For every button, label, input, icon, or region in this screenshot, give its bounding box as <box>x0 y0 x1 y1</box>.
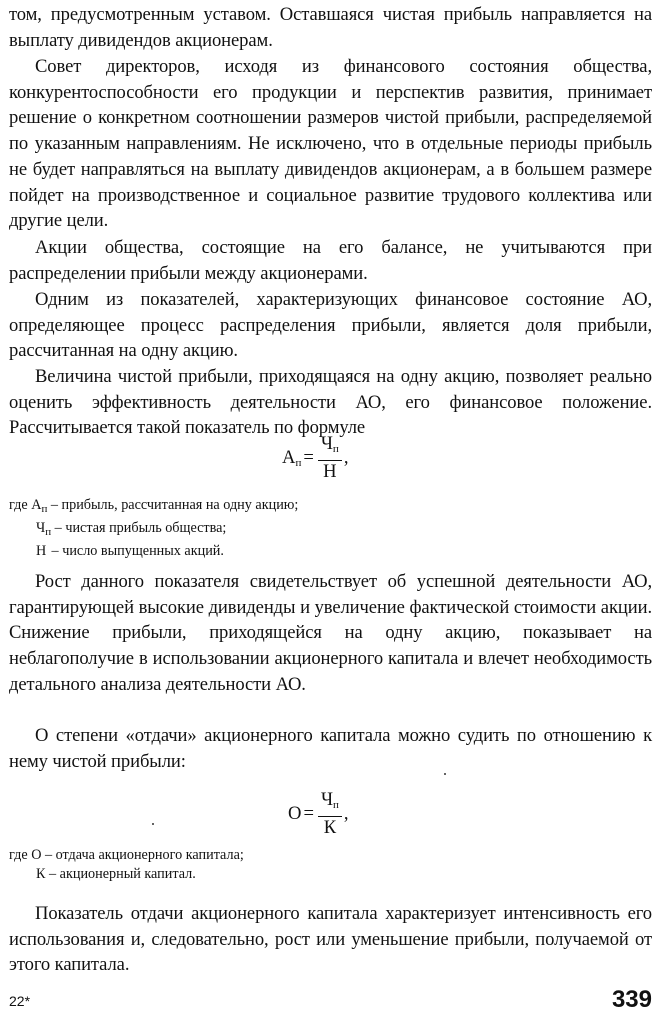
formula1-legend <box>9 496 298 561</box>
formula2-fraction <box>318 790 342 838</box>
legend1-row: Н – число выпущенных акций. <box>36 543 224 559</box>
formula2-denominator: К <box>323 817 337 838</box>
signature-mark: 22* <box>9 993 31 1009</box>
paragraph-eps-intro: Величина чистой прибыли, приходящаяся на одну акцию, позволяет реально оценить эффективность деятельности АО, его финансовое положение. Рассчитывается такой показатель по формуле <box>9 366 652 439</box>
scan-speck <box>444 773 446 775</box>
formula1-lhs: $А_п$ <box>282 447 302 469</box>
formula1-denominator: Н <box>323 461 337 482</box>
scan-speck <box>152 823 154 825</box>
formula2-eq: = <box>303 803 314 824</box>
paragraph-treasury-shares: Акции общества, состоящие на его балансе, не учитываются при распределении прибыли между акционерами. <box>9 237 652 284</box>
paragraph-indicator-intro: Одним из показателей, характеризующих финансовое состояние АО, определяющее процесс распределения прибыли, является доля прибыли, рассчитанная на одну акцию. <box>9 289 652 362</box>
formula2-legend <box>9 846 244 884</box>
legend2-row: где О – отдача акционерного капитала; <box>9 847 244 863</box>
formula1-fraction <box>318 434 342 482</box>
paragraph-continuation: том, предусмотренным уставом. Оставшаяся чистая прибыль направляется на выплату дивидендов акционерам. <box>9 4 652 51</box>
formula2-lhs: О <box>288 803 302 824</box>
legend1-row: где $А_п$ – прибыль, рассчитанная на одну акцию; <box>9 497 299 515</box>
formula2-numerator: $Ч_п$ <box>318 790 342 817</box>
page-number: 339 <box>611 986 652 1013</box>
paragraph-return-meaning: Показатель отдачи акционерного капитала характеризует интенсивность его использования и, следовательно, рост или уменьшение прибыли, получаемой от этого капитала. <box>9 903 652 976</box>
formula1-eq: = <box>303 447 314 468</box>
formula-capital-return <box>288 790 349 838</box>
paragraph-board-decision: Совет директоров, исходя из финансового состояния общества, конкурентоспособности его продукции и перспектив развития, принимает решение о конкретном соотношении размеров чистой прибыли, распределяемой по указанным направлениям. Не исключено, что в отдельные периоды прибыль не будет направляться на выплату дивидендов акционерам, а в большем размере пойдет на производственное и социальное развитие трудового коллектива или другие цели. <box>9 56 652 232</box>
paragraph-growth-meaning: Рост данного показателя свидетельствует об успешной деятельности АО, гарантирующей высокие дивиденды и увеличение фактической стоимости акции. Снижение прибыли, приходящейся на одну акцию, показывает на неблагополучие в использовании акционерного капитала и влечет необходимость детального анализа деятельности АО. <box>9 571 652 695</box>
legend1-row: $Ч_п$ – чистая прибыль общества; <box>36 520 227 538</box>
formula-earnings-per-share <box>282 434 348 482</box>
paragraph-return-intro: О степени «отдачи» акционерного капитала можно судить по отношению к нему чистой прибыли: <box>9 725 652 772</box>
formula2-tail: , <box>343 803 349 824</box>
formula1-tail: , <box>343 447 349 468</box>
formula1-numerator: $Ч_п$ <box>318 434 342 461</box>
legend2-row: К – акционерный капитал. <box>36 866 196 882</box>
